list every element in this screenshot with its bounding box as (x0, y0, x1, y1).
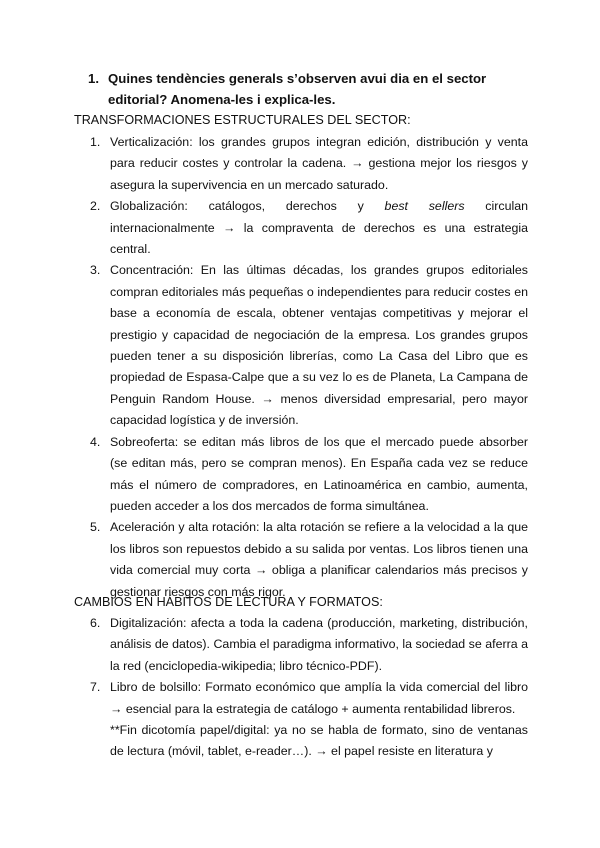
list-item-oversupply (90, 432, 528, 518)
item-note: **Fin dicotomía papel/digital: ya no se habla de formato, sino de ventanas de lectura (móvil, tablet, e-reader…). → el papel resiste en literatura y (110, 723, 528, 759)
list-reading-habits (90, 613, 528, 763)
item-text: Aceleración y alta rotación: la alta rotación se refiere a la velocidad a la que los libros son repuestos debido a su salida por ventas. Los libros tienen una vida comercial muy corta → obliga a planificar calendarios más precisos y gestionar riesgos con más rigor. (110, 520, 528, 599)
item-number: 4. (90, 434, 101, 449)
item-number: 3. (90, 263, 101, 278)
item-text: Digitalización: afecta a toda la cadena (producción, marketing, distribución, análisis de datos). Cambia el paradigma informativo, la sociedad se aferra a la red (enciclopedia-wikipedia; libro técnico-PDF). (110, 616, 528, 673)
item-text-after: circulan internacionalmente → la compraventa de derechos es una estrategia central. (110, 199, 529, 257)
section-title-reading-habits: CAMBIOS EN HÁBITOS DE LECTURA Y FORMATOS: (74, 595, 383, 609)
item-text-before: Globalización: catálogos, derechos y (110, 199, 385, 214)
item-text-italic: best sellers (384, 199, 465, 214)
question-text: Quines tendències generals s’observen avui dia en el sector editorial? Anomena-les i explica-les. (108, 71, 487, 107)
list-item-acceleration (90, 517, 528, 603)
list-item-pocket-book (90, 677, 528, 763)
item-text: Verticalización: los grandes grupos integran edición, distribución y venta para reducir costes y controlar la cadena. → gestiona mejor los riesgos y asegura la supervivencia en un mercado saturado. (110, 135, 528, 192)
item-number: 2. (90, 199, 101, 214)
list-structural (90, 132, 528, 603)
item-text: Sobreoferta: se editan más libros de los que el mercado puede absorber (se editan más, pero se compran menos). En España cada vez se reduce más el número de compradores, en Latinoamérica en cambio, aumenta, pueden acceder a los dos mercados de forma simultánea. (110, 434, 528, 513)
list-item-concentration (90, 260, 528, 431)
item-number: 5. (90, 520, 101, 535)
list-item-verticalization (90, 132, 528, 196)
list-item-digitalization (90, 613, 528, 677)
question-heading (88, 68, 548, 110)
item-text (110, 196, 528, 260)
list-item-globalization (90, 196, 528, 260)
question-number: 1. (88, 71, 99, 86)
item-number: 1. (90, 135, 101, 149)
item-text: Concentración: En las últimas décadas, los grandes grupos editoriales compran editoriales más pequeñas o independientes para reducir costes en base a economía de escala, obtener ventajas competitivas y mejorar el prestigio y capacidad de negociación de la empresa. Los grandes grupos pueden tener a su disposición librerías, como La Casa del Libro que es propiedad de Espasa-Calpe que a su vez lo es de Planeta, La Campana de Penguin Random House. → menos diversidad empresarial, pero mayor capacidad logística y de inversión. (110, 263, 528, 428)
item-text: Libro de bolsillo: Formato económico que amplía la vida comercial del libro → esencial para la estrategia de catálogo + aumenta rentabilidad libreros. (110, 680, 528, 716)
item-number: 6. (90, 616, 101, 630)
item-number: 7. (90, 680, 101, 695)
section-title-structural: TRANSFORMACIONES ESTRUCTURALES DEL SECTOR: (74, 113, 411, 127)
